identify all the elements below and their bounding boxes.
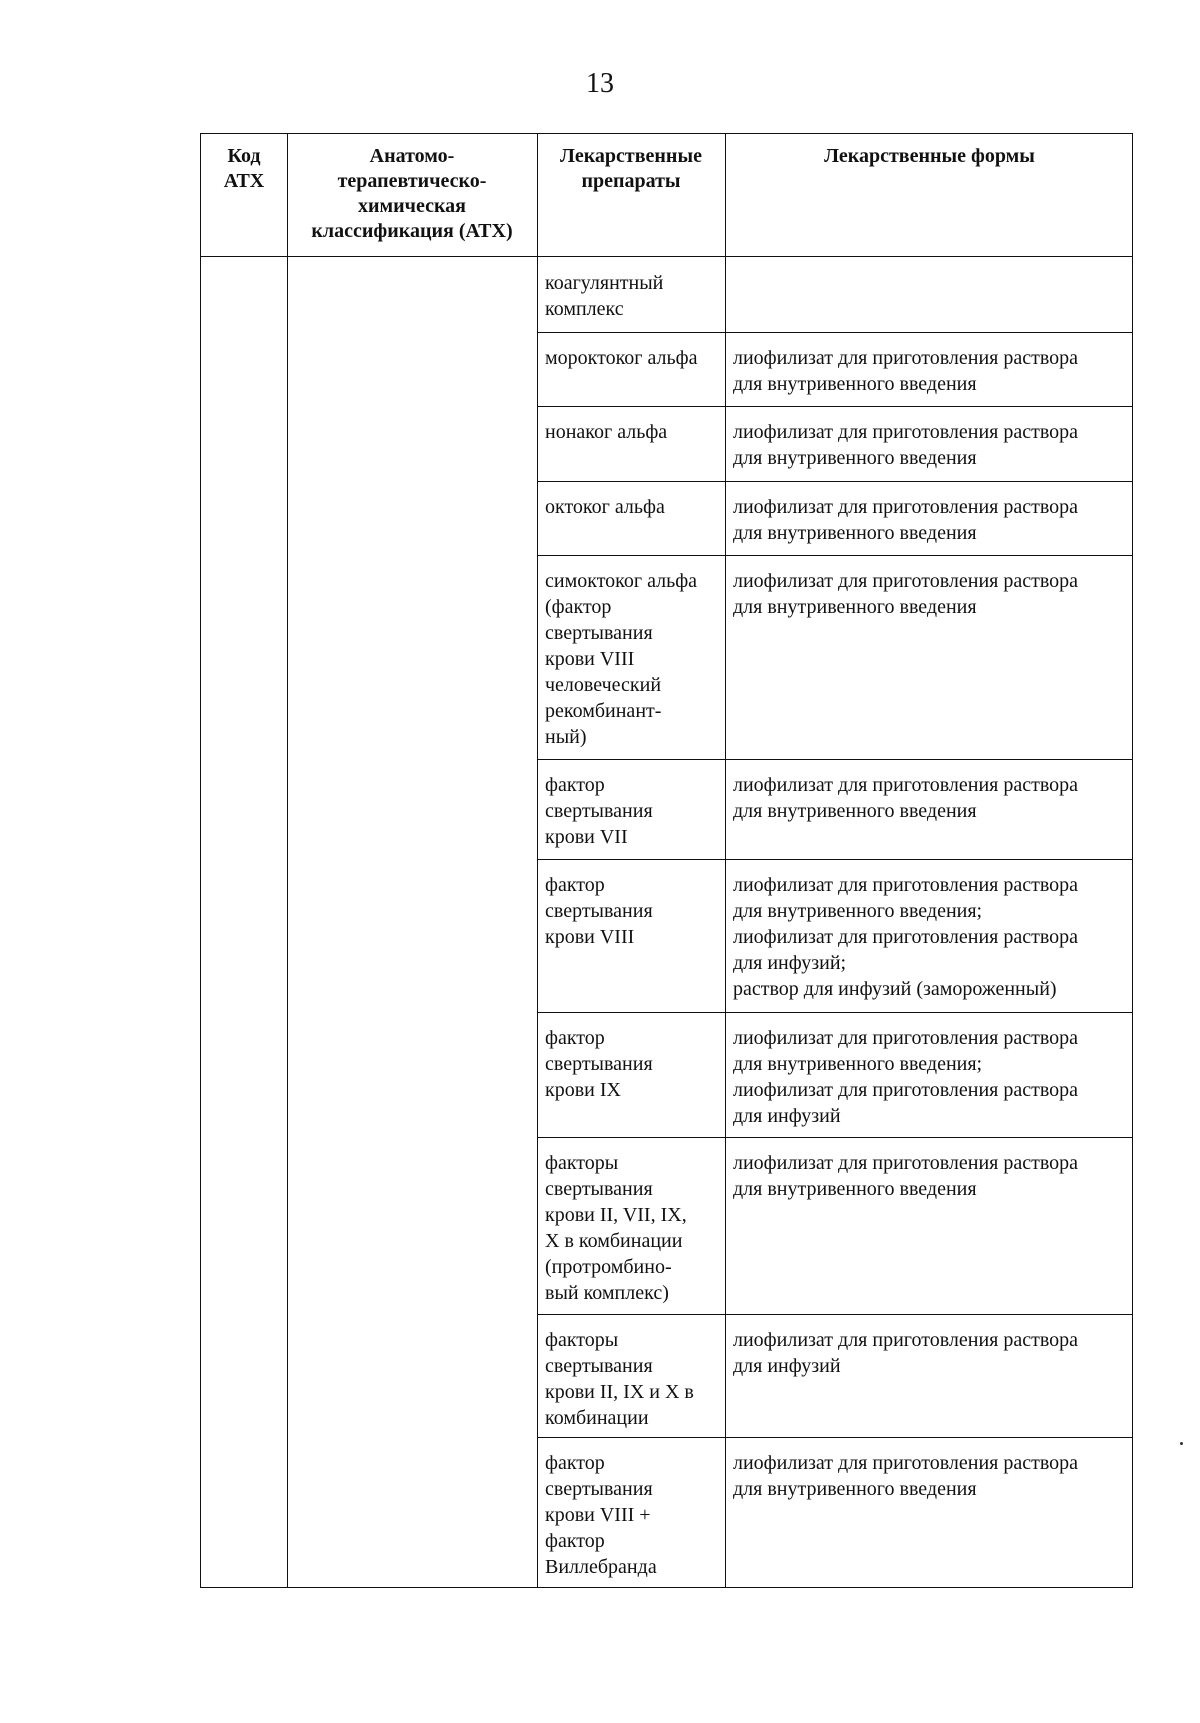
header-forms: Лекарственные формы	[824, 145, 1035, 167]
row-divider	[537, 555, 1132, 556]
drug-form: лиофилизат для приготовления раствора для инфузий	[733, 1329, 1079, 1377]
drug-table	[200, 133, 1133, 1588]
drug-form: лиофилизат для приготовления раствора для внутривенного введения	[733, 570, 1079, 618]
row-divider	[537, 1012, 1132, 1013]
drug-name: факторы свертывания крови II, IX и X в комбинации	[545, 1329, 694, 1429]
drug-name: нонаког альфа	[545, 421, 668, 443]
row-divider	[537, 406, 1132, 407]
drug-form: лиофилизат для приготовления раствора для внутривенного введения	[733, 347, 1079, 395]
drug-form: лиофилизат для приготовления раствора для внутривенного введения	[733, 1452, 1079, 1500]
drug-name: факторы свертывания крови II, VII, IX, X в комбинации (протромбино- вый комплекс)	[545, 1152, 687, 1304]
column-divider	[537, 134, 538, 1587]
page-number: 13	[586, 68, 614, 99]
row-divider	[537, 332, 1132, 333]
drug-form: лиофилизат для приготовления раствора для внутривенного введения	[733, 1152, 1079, 1200]
drug-name: октоког альфа	[545, 496, 665, 518]
drug-form: лиофилизат для приготовления раствора для внутривенного введения; лиофилизат для приготовления раствора для инфузий	[733, 1027, 1079, 1127]
row-divider	[537, 481, 1132, 482]
drug-name: фактор свертывания крови VIII + фактор Виллебранда	[545, 1452, 657, 1578]
drug-name: фактор свертывания крови VIII	[545, 874, 653, 948]
header-divider	[201, 256, 1132, 257]
drug-form: лиофилизат для приготовления раствора для внутривенного введения	[733, 496, 1079, 544]
row-divider	[537, 1137, 1132, 1138]
column-divider	[287, 134, 288, 1587]
drug-name: симоктоког альфа (фактор свертывания крови VIII человеческий рекомбинант- ный)	[545, 570, 698, 748]
drug-form: лиофилизат для приготовления раствора для внутривенного введения; лиофилизат для приготовления раствора для инфузий; раствор для инфузий (замороженный)	[733, 874, 1079, 1000]
header-code: Код АТХ	[223, 145, 265, 192]
drug-form: лиофилизат для приготовления раствора для внутривенного введения	[733, 421, 1079, 469]
row-divider	[537, 1314, 1132, 1315]
row-divider	[537, 759, 1132, 760]
drug-name: фактор свертывания крови IX	[545, 1027, 653, 1101]
column-divider	[725, 134, 726, 1587]
drug-name: фактор свертывания крови VII	[545, 774, 653, 848]
header-classification: Анатомо- терапевтическо- химическая классификация (АТХ)	[311, 145, 513, 242]
row-divider	[537, 859, 1132, 860]
row-divider	[537, 1437, 1132, 1438]
drug-form: лиофилизат для приготовления раствора для внутривенного введения	[733, 774, 1079, 822]
scan-speck	[1180, 1442, 1183, 1445]
header-drugs: Лекарственные препараты	[560, 145, 702, 192]
drug-name: коагулянтный комплекс	[545, 272, 664, 320]
drug-name: мороктоког альфа	[545, 347, 698, 369]
